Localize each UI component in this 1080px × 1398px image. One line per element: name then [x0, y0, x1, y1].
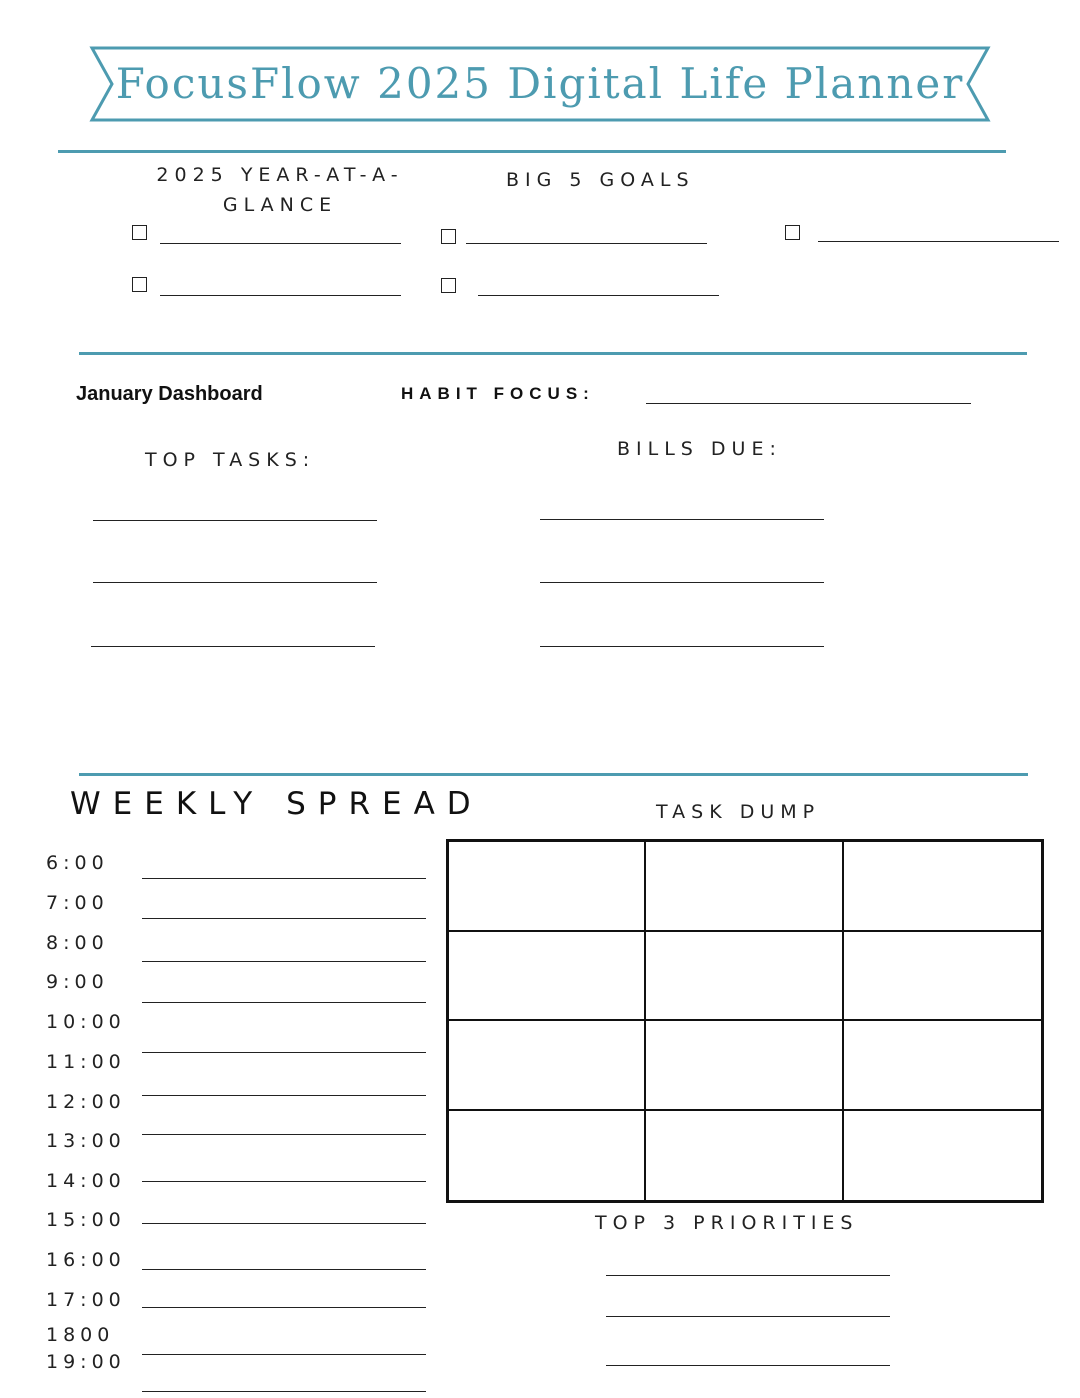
- weekly-spread-title: WEEKLY SPREAD: [70, 786, 483, 822]
- task-dump-cell[interactable]: [844, 1021, 1041, 1111]
- goal-checkbox-5[interactable]: [441, 278, 456, 293]
- top-task-line-2[interactable]: [93, 582, 377, 583]
- schedule-line[interactable]: [142, 1134, 426, 1135]
- goal-checkbox-2[interactable]: [441, 229, 456, 244]
- time-label: 1800: [46, 1324, 115, 1346]
- schedule-line[interactable]: [142, 1391, 426, 1392]
- top-3-priorities-label: TOP 3 PRIORITIES: [595, 1212, 859, 1234]
- title-banner: [88, 44, 992, 124]
- time-label: 17:00: [46, 1289, 126, 1311]
- goal-line-1[interactable]: [160, 243, 401, 244]
- schedule-line[interactable]: [142, 1269, 426, 1270]
- schedule-line[interactable]: [142, 1354, 426, 1355]
- time-label: 9:00: [46, 971, 109, 993]
- task-dump-cell[interactable]: [646, 842, 843, 932]
- habit-focus-line[interactable]: [646, 403, 971, 404]
- task-dump-cell[interactable]: [844, 1111, 1041, 1201]
- top-task-line-1[interactable]: [93, 520, 377, 521]
- schedule-line[interactable]: [142, 961, 426, 962]
- top-task-line-3[interactable]: [91, 646, 375, 647]
- task-dump-cell[interactable]: [646, 932, 843, 1022]
- bill-line-1[interactable]: [540, 519, 824, 520]
- dashboard-title: January Dashboard: [76, 383, 263, 405]
- goal-line-5[interactable]: [478, 295, 719, 296]
- time-label: 7:00: [46, 892, 109, 914]
- task-dump-label: TASK DUMP: [656, 801, 821, 823]
- schedule-line[interactable]: [142, 1307, 426, 1308]
- task-dump-grid: [446, 839, 1044, 1203]
- goal-line-4[interactable]: [160, 295, 401, 296]
- time-label: 16:00: [46, 1249, 126, 1271]
- schedule-line[interactable]: [142, 918, 426, 919]
- time-label: 8:00: [46, 932, 109, 954]
- schedule-line[interactable]: [142, 1052, 426, 1053]
- time-label: 14:00: [46, 1170, 126, 1192]
- bill-line-2[interactable]: [540, 582, 824, 583]
- priority-line-3[interactable]: [606, 1365, 890, 1366]
- schedule-line[interactable]: [142, 1181, 426, 1182]
- task-dump-cell[interactable]: [449, 932, 646, 1022]
- time-label: 13:00: [46, 1130, 126, 1152]
- task-dump-cell[interactable]: [844, 932, 1041, 1022]
- time-label: 11:00: [46, 1051, 126, 1073]
- schedule-line[interactable]: [142, 1002, 426, 1003]
- time-label: 19:00: [46, 1351, 126, 1373]
- goal-line-3[interactable]: [818, 241, 1059, 242]
- schedule-line[interactable]: [142, 1095, 426, 1096]
- banner-title: FocusFlow 2025 Digital Life Planner: [115, 59, 965, 108]
- divider-top: [58, 150, 1006, 153]
- task-dump-cell[interactable]: [646, 1021, 843, 1111]
- year-at-a-glance-heading: 2025 YEAR-AT-A- GLANCE: [156, 164, 404, 216]
- priority-line-2[interactable]: [606, 1316, 890, 1317]
- big-5-goals-heading: BIG 5 GOALS: [506, 169, 695, 191]
- task-dump-cell[interactable]: [449, 842, 646, 932]
- bills-due-label: BILLS DUE:: [617, 438, 782, 460]
- schedule-line[interactable]: [142, 878, 426, 879]
- schedule-line[interactable]: [142, 1223, 426, 1224]
- divider-middle: [79, 352, 1027, 355]
- time-label: 10:00: [46, 1011, 126, 1033]
- goal-checkbox-3[interactable]: [785, 225, 800, 240]
- time-label: 15:00: [46, 1209, 126, 1231]
- time-label: 12:00: [46, 1091, 126, 1113]
- habit-focus-label: HABIT FOCUS:: [401, 384, 595, 403]
- task-dump-cell[interactable]: [449, 1111, 646, 1201]
- goal-checkbox-4[interactable]: [132, 277, 147, 292]
- task-dump-cell[interactable]: [646, 1111, 843, 1201]
- goal-line-2[interactable]: [466, 243, 707, 244]
- divider-bottom: [79, 773, 1028, 776]
- time-label: 6:00: [46, 852, 109, 874]
- task-dump-cell[interactable]: [844, 842, 1041, 932]
- bill-line-3[interactable]: [540, 646, 824, 647]
- top-tasks-label: TOP TASKS:: [145, 449, 316, 471]
- task-dump-cell[interactable]: [449, 1021, 646, 1111]
- goal-checkbox-1[interactable]: [132, 225, 147, 240]
- priority-line-1[interactable]: [606, 1275, 890, 1276]
